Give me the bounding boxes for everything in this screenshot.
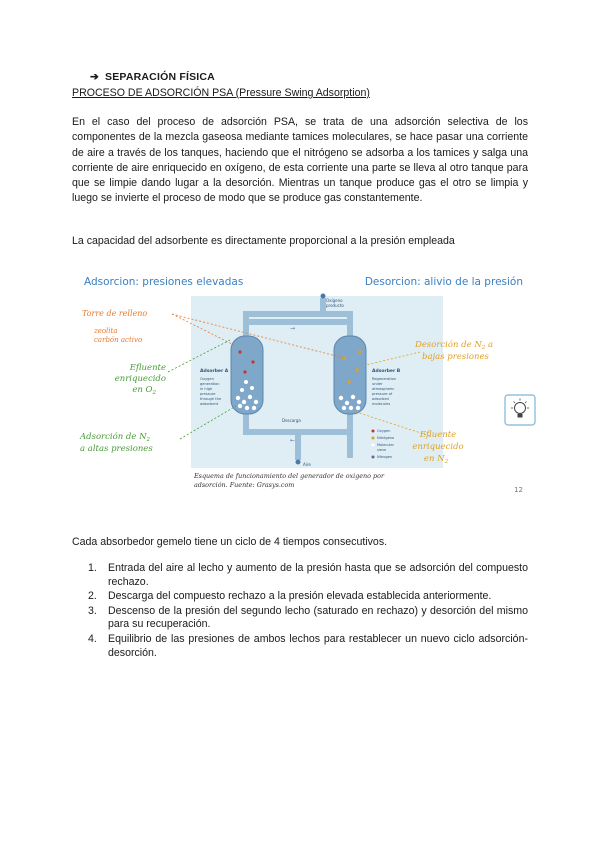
svg-text:through the: through the bbox=[200, 397, 222, 401]
diagram-oxigeno-label-1: Oxígeno bbox=[326, 298, 343, 303]
label-efluente-n2-line2: enriquecido bbox=[412, 442, 464, 452]
label-efluente-n2-line3: en $N_2$ bbox=[423, 454, 449, 465]
flow-arrow-bottom: ← bbox=[290, 437, 296, 444]
subheading: PROCESO DE ADSORCIÓN PSA (Pressure Swing Adsorption) bbox=[72, 87, 370, 99]
diagram-adsorber-b-label: Adsorber B bbox=[372, 369, 401, 374]
list-item: 2. Descarga del compuesto rechazo a la presión elevada establecida anteriormente. bbox=[88, 590, 492, 603]
tank-b bbox=[334, 336, 366, 414]
slide-number: 12 bbox=[514, 486, 523, 494]
svg-text:adsorbed: adsorbed bbox=[372, 397, 389, 401]
list-item: 1. Entrada del aire al lecho y aumento de la presión hasta que se adsorción del compuesto rechazo. bbox=[88, 562, 528, 588]
svg-text:Oxygen: Oxygen bbox=[377, 429, 391, 433]
list-item: 4. Equilibrio de las presiones de ambos lechos para restablecer un nuevo ciclo adsorción-desorción. bbox=[88, 632, 528, 659]
paragraph-capacity: La capacidad del adsorbente es directamente proporcional a la presión empleada bbox=[72, 235, 455, 247]
label-adsorcion-n2-line1: Adsorción de $N_2$ bbox=[80, 432, 151, 443]
label-desorcion-n2-line1: Desorción de $N_2$ a bbox=[415, 340, 494, 351]
psa-diagram-figure bbox=[60, 262, 540, 502]
label-efluente-n2-line1: Efluente bbox=[419, 430, 457, 440]
lightbulb-icon bbox=[505, 395, 535, 425]
svg-text:Nitrógeno: Nitrógeno bbox=[377, 436, 395, 440]
paragraph-cycle-intro: Cada absorbedor gemelo tiene un ciclo de 4 tiempos consecutivos. bbox=[72, 536, 388, 548]
diagram-oxigeno-label-2: producto bbox=[326, 303, 344, 308]
label-carbon-activo: carbón activo bbox=[94, 336, 143, 344]
label-zeolita: zeolita bbox=[94, 327, 118, 335]
label-torre-relleno: Torre de relleno bbox=[82, 309, 148, 318]
figure-title-left: Adsorcion: presiones elevadas bbox=[84, 276, 244, 288]
svg-text:Nitrogen: Nitrogen bbox=[377, 455, 393, 459]
cycle-steps-list bbox=[72, 562, 528, 661]
svg-text:sieve: sieve bbox=[377, 448, 387, 452]
svg-text:Oxygen: Oxygen bbox=[200, 377, 214, 381]
valve-bottom bbox=[296, 460, 301, 465]
svg-text:pressure of: pressure of bbox=[372, 392, 393, 396]
diagram-descarga-label: Descarga bbox=[282, 418, 301, 423]
diagram-aire-label: Aire bbox=[303, 462, 311, 467]
list-item: 3. Descenso de la presión del segundo lecho (saturado en rechazo) y desorción del mismo para su recuperación. bbox=[88, 604, 528, 631]
heading-text: SEPARACIÓN FÍSICA bbox=[105, 71, 215, 83]
svg-text:in high: in high bbox=[200, 387, 213, 391]
label-efluente-o2-line3: en $O_2$ bbox=[132, 385, 156, 396]
tank-a bbox=[231, 336, 263, 414]
svg-text:Molecular: Molecular bbox=[377, 443, 394, 447]
section-heading bbox=[90, 71, 215, 83]
flow-arrow-top: → bbox=[290, 325, 296, 332]
label-adsorcion-n2-line2: a altas presiones bbox=[80, 444, 153, 454]
valve-top bbox=[321, 294, 326, 299]
svg-text:pressure: pressure bbox=[200, 392, 216, 396]
label-efluente-o2-line2: enriquecido bbox=[114, 374, 166, 384]
figure-caption-line2: adsorción. Fuente: Grasys.com bbox=[194, 481, 295, 489]
arrow-icon: ➔ bbox=[90, 71, 99, 83]
label-efluente-o2-line1: Efluente bbox=[129, 363, 166, 373]
psa-diagram-svg bbox=[60, 262, 540, 502]
svg-text:molecules: molecules bbox=[372, 402, 391, 406]
figure-title-right: Desorcion: alivio de la presión bbox=[364, 276, 523, 288]
svg-text:generation: generation bbox=[200, 382, 220, 386]
svg-text:adsorbent: adsorbent bbox=[200, 402, 219, 406]
figure-caption-line1: Esquema de funcionamiento del generador de oxigeno por bbox=[194, 472, 385, 480]
svg-text:Regeneration: Regeneration bbox=[372, 377, 397, 381]
svg-text:atmospheric: atmospheric bbox=[372, 387, 395, 391]
svg-text:under: under bbox=[372, 382, 383, 386]
label-desorcion-n2-line2: bajas presiones bbox=[422, 352, 489, 362]
diagram-adsorber-a-label: Adsorber A bbox=[200, 369, 229, 374]
paragraph-psa-description: En el caso del proceso de adsorción PSA, se trata de una adsorción selectiva de los componentes de la mezcla gaseosa mediante tamices moleculares, se hace pasar una corriente de aire a través de los tanques, haciendo que el nitrógeno se adsorba a los tamices y salga una corriente de aire enriquecido en oxígeno, de esta corriente una parte se lleva al otro tanque para que se limpie dando lugar a la desorción. Mientras un tanque produce gas el otro se limpia y luego se invierte el proceso de modo que se produce gas constantemente. bbox=[72, 116, 528, 205]
